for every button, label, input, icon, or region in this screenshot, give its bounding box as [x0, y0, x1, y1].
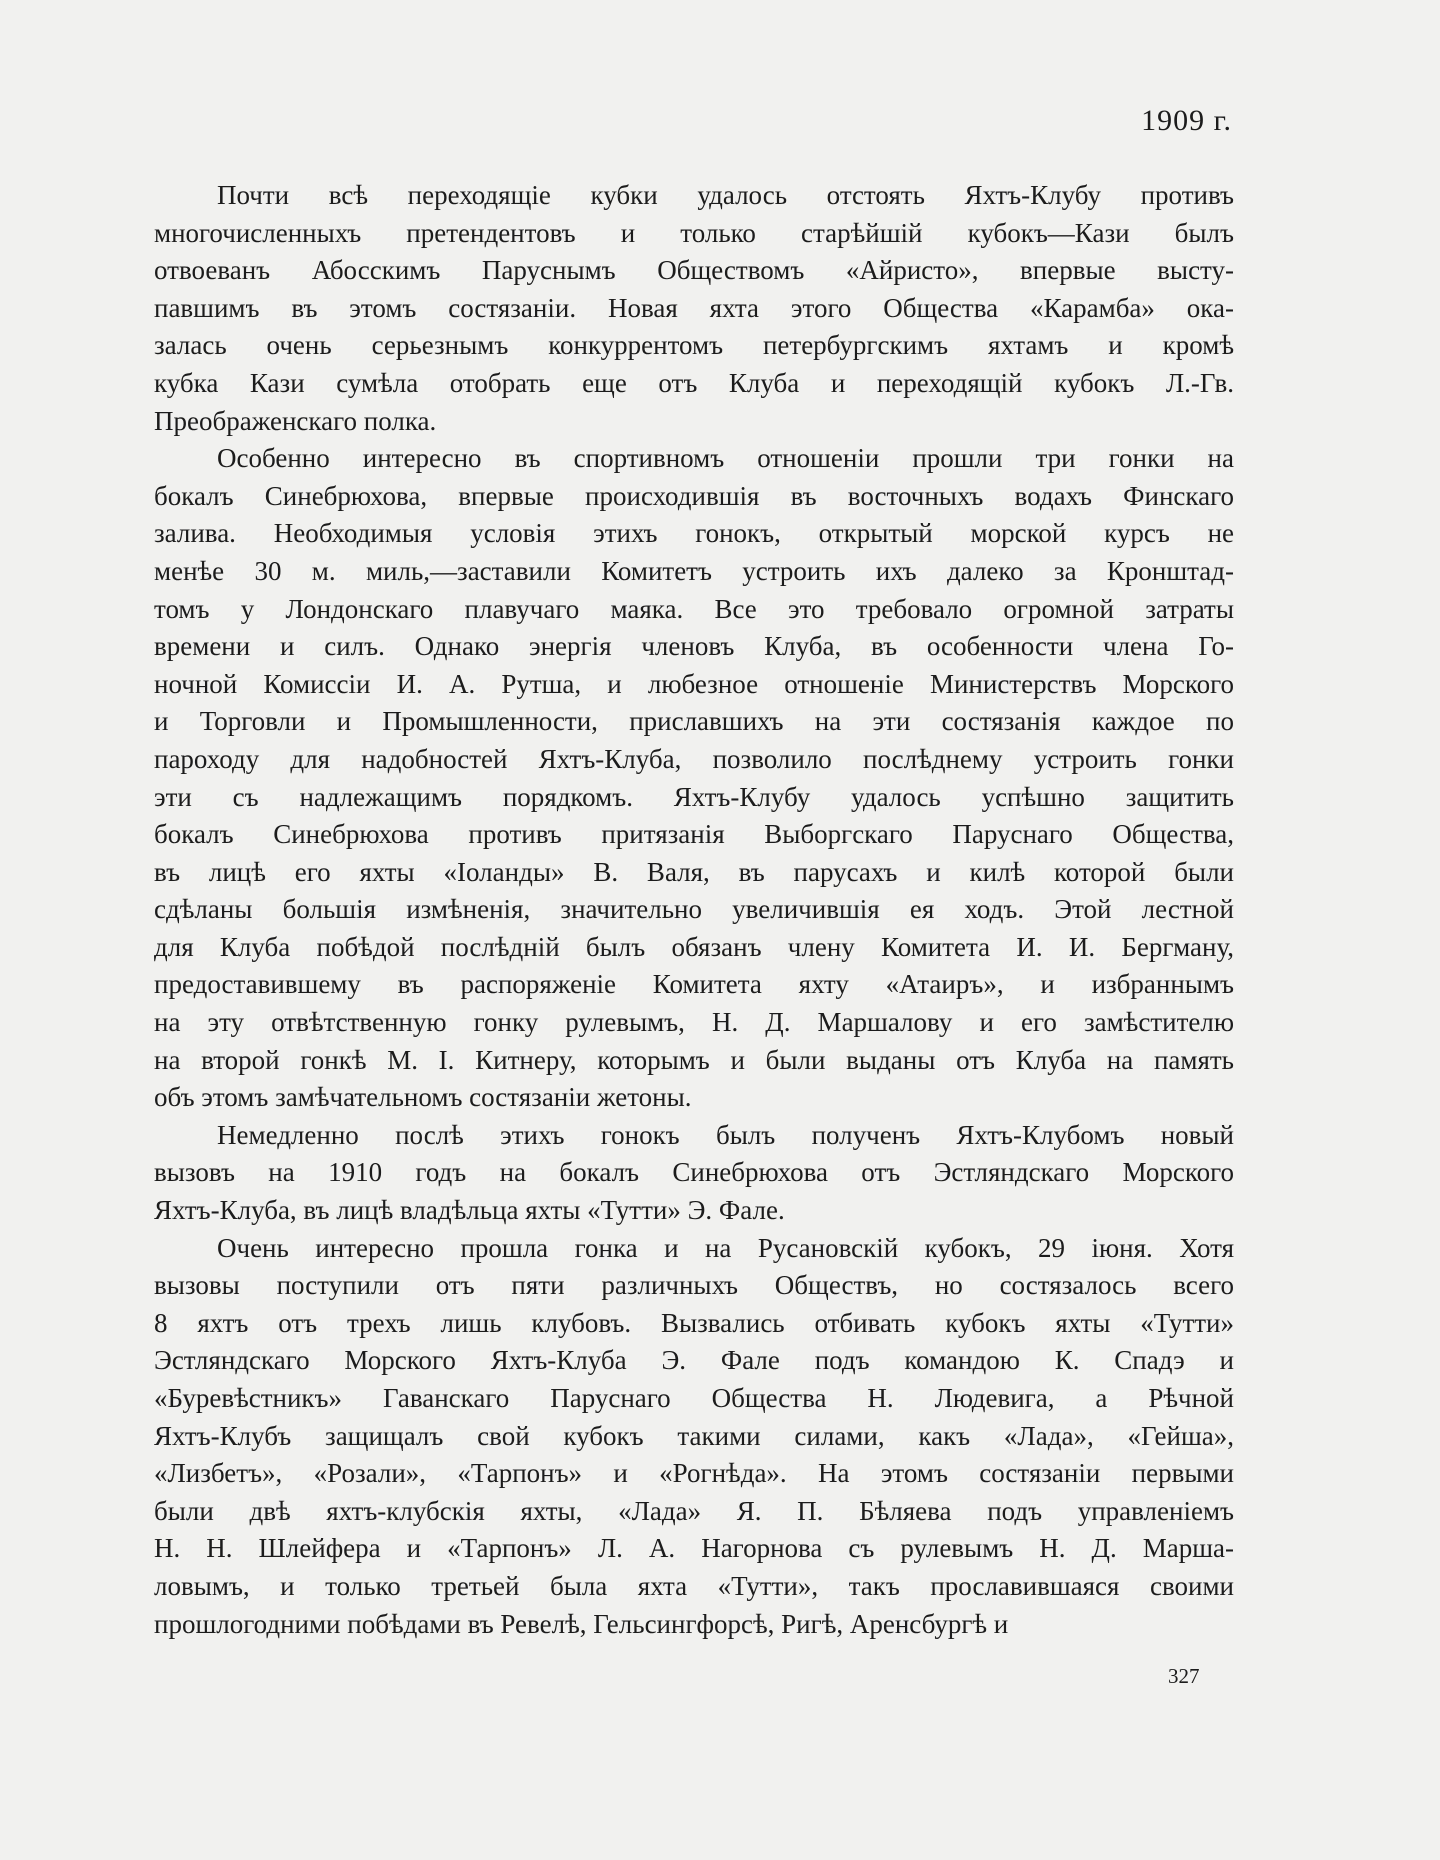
text-line: объ этомъ замѣчательномъ состязаніи жетоны. — [154, 1082, 692, 1113]
text-line: бокалъ Синебрюхова противъ притязанія Выборгскаго Паруснаго Общества, — [154, 819, 1234, 850]
text-line: на второй гонкѣ М. І. Китнеру, которымъ и были выданы отъ Клуба на память — [154, 1044, 1234, 1075]
text-line: были двѣ яхтъ-клубскія яхты, «Лада» Я. П. Бѣляева подъ управленіемъ — [154, 1495, 1234, 1526]
text-line: сдѣланы большія измѣненія, значительно увеличившія ея ходъ. Этой лестной — [154, 894, 1234, 925]
text-line: Особенно интересно въ спортивномъ отношеніи прошли три гонки на — [217, 443, 1234, 474]
text-line: ночной Комиссіи И. А. Рутша, и любезное отношеніе Министерствъ Морского — [154, 668, 1234, 699]
text-line: прошлогодними побѣдами въ Ревелѣ, Гельсингфорсѣ, Ригѣ, Аренсбургѣ и — [154, 1608, 1009, 1639]
text-line: ловымъ, и только третьей была яхта «Тутти», такъ прославившаяся своими — [154, 1570, 1234, 1601]
text-line: залива. Необходимыя условія этихъ гонокъ, открытый морской курсъ не — [154, 518, 1234, 549]
text-line: многочисленныхъ претендентовъ и только старѣйшій кубокъ—Кази былъ — [154, 217, 1234, 248]
text-line: Н. Н. Шлейфера и «Тарпонъ» Л. А. Нагорнова съ рулевымъ Н. Д. Марша- — [154, 1533, 1234, 1564]
text-line: залась очень серьезнымъ конкуррентомъ петербургскимъ яхтамъ и кромѣ — [154, 330, 1234, 361]
text-line: бокалъ Синебрюхова, впервые происходившія въ восточныхъ водахъ Финскаго — [154, 480, 1234, 511]
text-line: Немедленно послѣ этихъ гонокъ былъ полученъ Яхтъ-Клубомъ новый — [217, 1119, 1234, 1150]
text-line: Эстляндскаго Морского Яхтъ-Клуба Э. Фале подъ командою К. Спадэ и — [154, 1345, 1234, 1376]
paragraph — [154, 177, 1234, 440]
text-line: предоставившему въ распоряженіе Комитета яхту «Атаиръ», и избраннымъ — [154, 969, 1234, 1000]
text-line: менѣе 30 м. миль,—заставили Комитетъ устроить ихъ далеко за Кронштад- — [154, 555, 1234, 586]
text-line: Почти всѣ переходящіе кубки удалось отстоять Яхтъ-Клубу противъ — [217, 180, 1234, 210]
page-number: 327 — [1168, 1664, 1200, 1688]
text-line: эти съ надлежащимъ порядкомъ. Яхтъ-Клубу удалось успѣшно защитить — [154, 781, 1234, 812]
paragraph — [154, 440, 1234, 1117]
text-line: Очень интересно прошла гонка и на Русановскій кубокъ, 29 іюня. Хотя — [217, 1232, 1234, 1263]
text-line: Яхтъ-Клубъ защищалъ свой кубокъ такими силами, какъ «Лада», «Гейша», — [154, 1420, 1234, 1451]
text-line: Яхтъ-Клуба, въ лицѣ владѣльца яхты «Тутти» Э. Фале. — [154, 1195, 785, 1226]
text-line: «Лизбетъ», «Розали», «Тарпонъ» и «Рогнѣда». На этомъ состязаніи первыми — [154, 1458, 1234, 1489]
text-line: въ лицѣ его яхты «Іоланды» В. Валя, въ парусахъ и килѣ которой были — [154, 856, 1234, 887]
text-line: «Буревѣстникъ» Гаванскаго Паруснаго Общества Н. Людевига, а Рѣчной — [154, 1383, 1234, 1413]
text-line: пароходу для надобностей Яхтъ-Клуба, позволило послѣднему устроить гонки — [154, 743, 1234, 774]
text-line: и Торговли и Промышленности, приславшихъ на эти состязанія каждое по — [154, 706, 1234, 737]
text-line: вызовы поступили отъ пяти различныхъ Обществъ, но состязалось всего — [154, 1270, 1234, 1301]
text-line: времени и силъ. Однако энергія членовъ Клуба, въ особенности члена Го- — [154, 631, 1234, 662]
text-line: для Клуба побѣдой послѣдній былъ обязанъ члену Комитета И. И. Бергману, — [154, 931, 1234, 962]
text-line: томъ у Лондонскаго плавучаго маяка. Все это требовало огромной затраты — [154, 593, 1234, 624]
paragraph — [154, 1230, 1234, 1644]
text-line: павшимъ въ этомъ состязаніи. Новая яхта этого Общества «Карамба» ока- — [154, 292, 1234, 323]
page-header-year: 1909 г. — [1141, 104, 1232, 137]
text-line: 8 яхтъ отъ трехъ лишь клубовъ. Вызвались отбивать кубокъ яхты «Тутти» — [154, 1307, 1234, 1338]
body-text — [154, 177, 1234, 1643]
text-line: на эту отвѣтственную гонку рулевымъ, Н. Д. Маршалову и его замѣстителю — [154, 1007, 1234, 1038]
text-line: отвоеванъ Абосскимъ Паруснымъ Обществомъ «Айристо», впервые высту- — [154, 255, 1234, 286]
text-line: кубка Кази сумѣла отобрать еще отъ Клуба и переходящій кубокъ Л.-Гв. — [154, 367, 1234, 398]
text-line: вызовъ на 1910 годъ на бокалъ Синебрюхова отъ Эстляндскаго Морского — [154, 1157, 1234, 1188]
paragraph — [154, 1117, 1234, 1230]
text-line: Преображенскаго полка. — [154, 405, 437, 436]
